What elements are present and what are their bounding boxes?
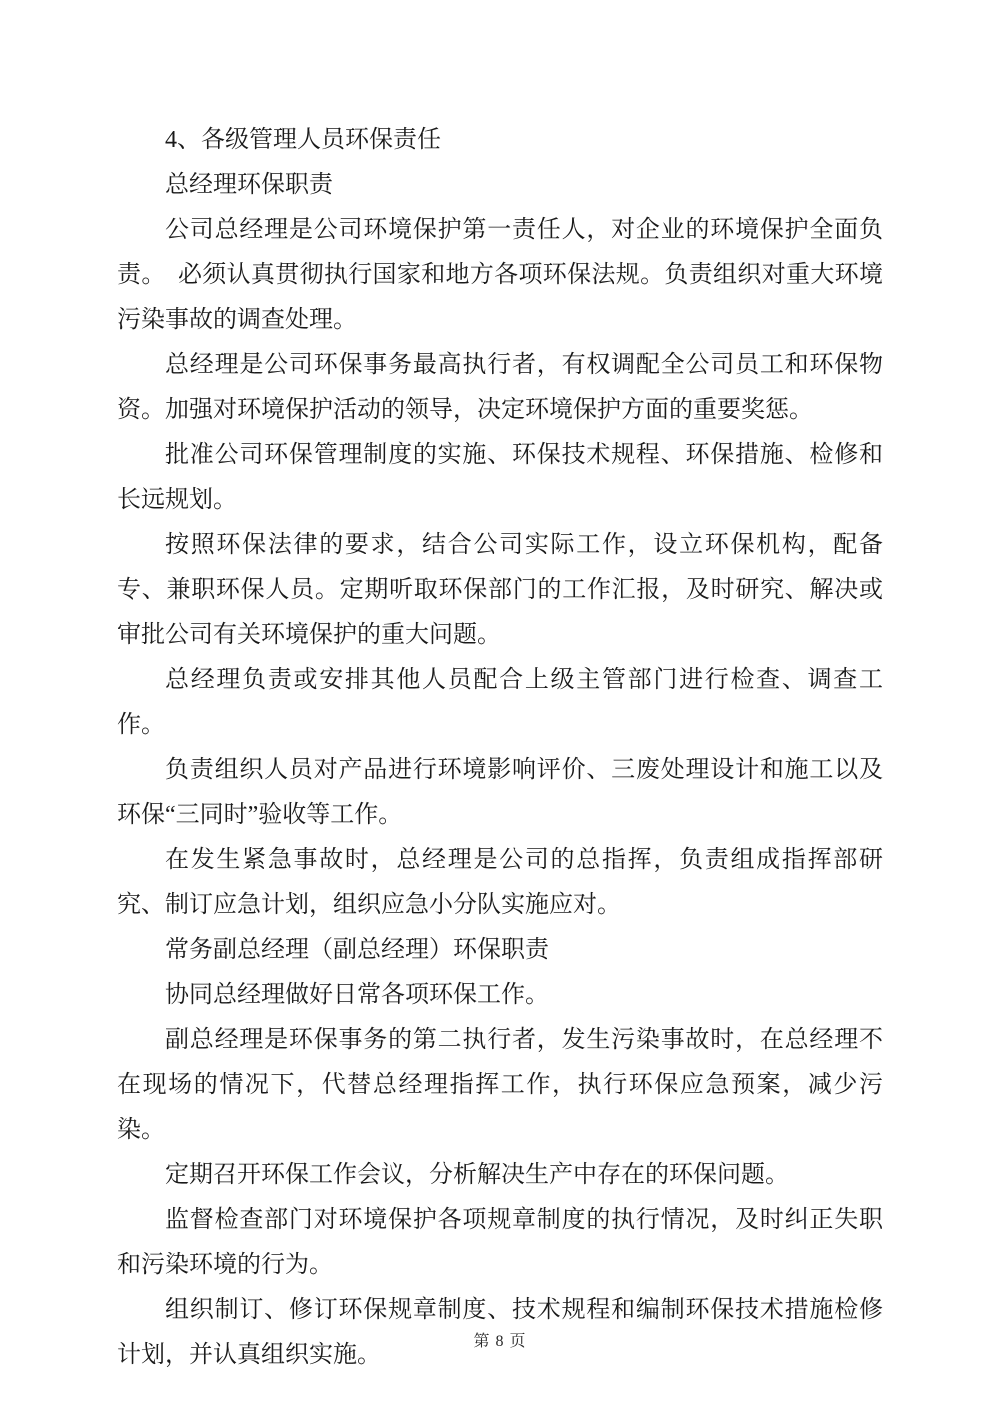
body-paragraph: 按照环保法律的要求，结合公司实际工作，设立环保机构，配备专、兼职环保人员。定期听取环保部门的工作汇报，及时研究、解决或审批公司有关环境保护的重大问题。 bbox=[117, 532, 883, 648]
body-paragraph: 公司总经理是公司环境保护第一责任人，对企业的环境保护全面负责。 必须认真贯彻执行国家和地方各项环保法规。负责组织对重大环境污染事故的调查处理。 bbox=[117, 217, 883, 333]
body-paragraph: 监督检查部门对环境保护各项规章制度的执行情况，及时纠正失职和污染环境的行为。 bbox=[117, 1207, 883, 1278]
deputy-gm-duties-heading: 常务副总经理（副总经理）环保职责 bbox=[165, 937, 549, 963]
body-paragraph: 总经理是公司环保事务最高执行者，有权调配全公司员工和环保物资。加强对环境保护活动的领导，决定环境保护方面的重要奖惩。 bbox=[117, 352, 883, 423]
body-paragraph: 负责组织人员对产品进行环境影响评价、三废处理设计和施工以及环保“三同时”验收等工作。 bbox=[117, 757, 883, 828]
body-paragraph: 组织制订、修订环保规章制度、技术规程和编制环保技术措施检修计划，并认真组织实施。 bbox=[117, 1297, 883, 1368]
body-paragraph: 定期召开环保工作会议，分析解决生产中存在的环保问题。 bbox=[165, 1162, 789, 1188]
body-paragraph: 批准公司环保管理制度的实施、环保技术规程、环保措施、检修和长远规划。 bbox=[117, 442, 883, 513]
body-paragraph: 副总经理是环保事务的第二执行者，发生污染事故时，在总经理不在现场的情况下，代替总经理指挥工作，执行环保应急预案，减少污染。 bbox=[117, 1027, 883, 1143]
document-body bbox=[117, 118, 883, 1378]
section-heading: 4、各级管理人员环保责任 bbox=[165, 127, 441, 153]
page-number: 第 8 页 bbox=[473, 1333, 527, 1350]
body-paragraph: 协同总经理做好日常各项环保工作。 bbox=[165, 982, 549, 1008]
body-paragraph: 总经理负责或安排其他人员配合上级主管部门进行检查、调查工作。 bbox=[117, 667, 883, 738]
body-paragraph: 在发生紧急事故时，总经理是公司的总指挥，负责组成指挥部研究、制订应急计划，组织应急小分队实施应对。 bbox=[117, 847, 883, 918]
gm-duties-heading: 总经理环保职责 bbox=[165, 172, 333, 198]
